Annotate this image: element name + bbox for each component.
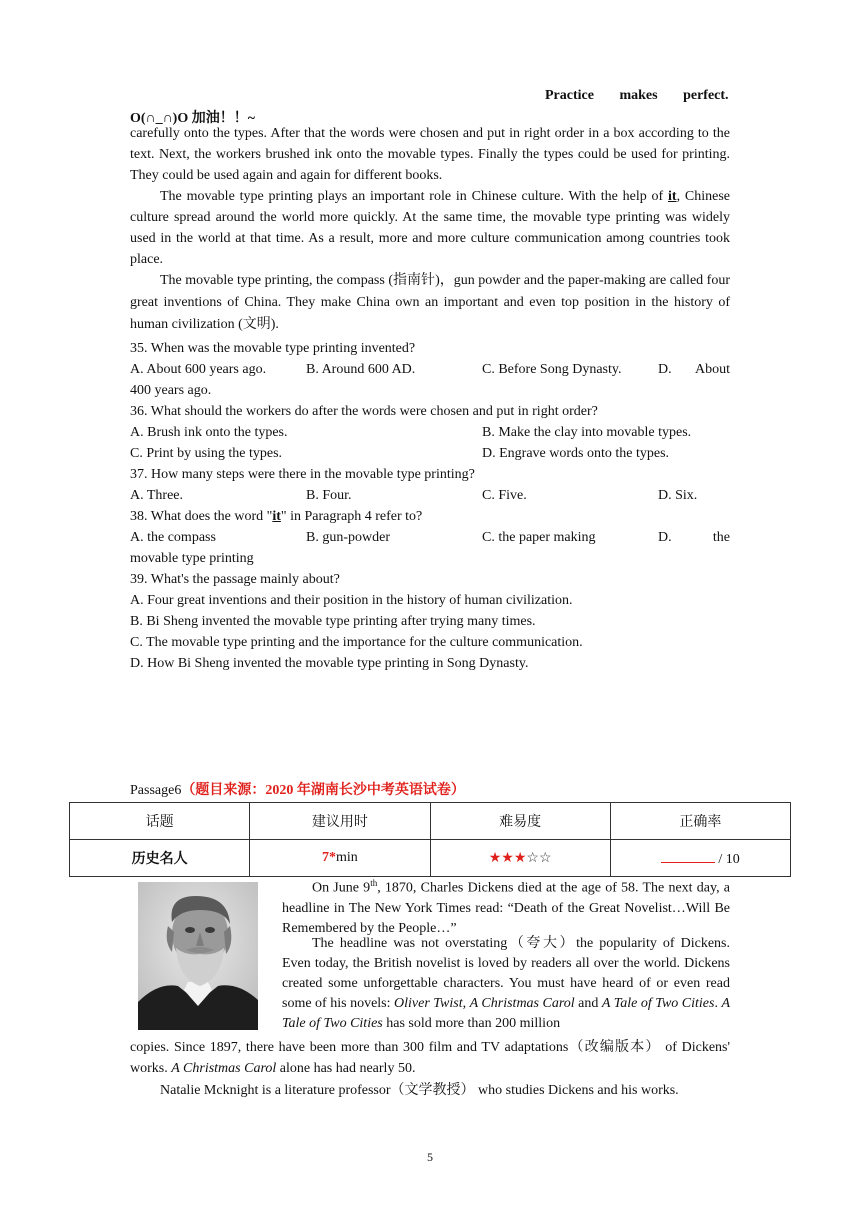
- p6-p2-period: .: [714, 996, 722, 1011]
- novel-tale-of-two-cities-2: A Tale of Two Cities: [282, 996, 731, 1031]
- passage6-paragraph-1: [282, 873, 730, 939]
- q36-option-c: C. Print by using the types.: [130, 446, 283, 461]
- p6-p1-text-b: , 1870, Charles Dickens died at the age of 58. The next day, a headline in The New York Times read: “Death of the Great Novelist…Will Be Remembered by the People…”: [282, 880, 730, 936]
- passage6-source: （题目来源：2020 年湖南长沙中考英语试卷）: [181, 783, 465, 798]
- passage6-paragraph-2-continued: [130, 1037, 730, 1079]
- score-suffix: / 10: [714, 852, 740, 867]
- q35-option-b: B. Around 600 AD.: [306, 362, 416, 377]
- table-header-topic: 话题: [70, 803, 250, 840]
- q37-option-b: B. Four.: [306, 488, 352, 503]
- question-35-options: [130, 359, 730, 380]
- q36-option-d: D. Engrave words onto the types.: [482, 446, 670, 461]
- question-36-options-row2: [130, 443, 730, 464]
- q35-option-d-text: About: [695, 362, 730, 377]
- question-35: 35. When was the movable type printing invented?: [130, 341, 416, 356]
- passage5-paragraph-3: The movable type printing, the compass (指南针)，gun powder and the paper-making are called four great inventions of China. They make China own an important and even top position in the history of human civilization (文明).: [130, 273, 730, 332]
- passage6-info-table: [69, 802, 791, 877]
- stars-filled-icon: ★★★: [488, 850, 527, 866]
- novel-christmas-carol-2: A Christmas Carol: [171, 1061, 277, 1076]
- q35-option-c: C. Before Song Dynasty.: [482, 362, 622, 377]
- dickens-portrait-image: [138, 882, 258, 1030]
- q35-option-d-continued: 400 years ago.: [130, 383, 212, 398]
- table-header-time: 建议用时: [250, 803, 430, 840]
- p6-p2-text-c: has sold more than 200 million: [382, 1016, 561, 1031]
- q37-option-a: A. Three.: [130, 488, 183, 503]
- q37-option-d: D. Six.: [658, 488, 698, 503]
- header-motto-text: Practice makes perfect.: [545, 88, 729, 103]
- p2-it-word: it: [668, 189, 677, 204]
- passage5-paragraph-2: [130, 186, 730, 270]
- table-header-accuracy: 正确率: [610, 803, 790, 840]
- time-unit: min: [335, 850, 358, 865]
- p6-p2-and: and: [574, 996, 602, 1011]
- q36-option-b: B. Make the clay into movable types.: [482, 425, 692, 440]
- q38-option-b: B. gun-powder: [306, 530, 390, 545]
- q38-option-d-text: the: [712, 530, 730, 545]
- q38-option-a: A. the compass: [130, 530, 216, 545]
- p6-p2-text-a: The headline was not overstating（夸大）the popularity of Dickens. Even today, the British novelist is loved by readers all over the world. Dickens created some unforgettable characters. You must have heard of or even read some of his novels:: [282, 936, 730, 1011]
- passage6-paragraph-3: Natalie Mcknight is a literature professor（文学教授） who studies Dickens and his works.: [160, 1083, 679, 1098]
- q39-option-d: D. How Bi Sheng invented the movable type printing in Song Dynasty.: [130, 656, 529, 671]
- passage5-paragraph-1: carefully onto the types. After that the words were chosen and put in right order in a box according to the text. Next, the workers brushed ink onto the movable types. Finally the types could be used for printing. They could be used again and again for different books.: [130, 126, 730, 183]
- q38-text-a: 38. What does the word ": [130, 509, 273, 524]
- stars-empty-icon: ☆☆: [526, 850, 552, 866]
- q39-option-b: B. Bi Sheng invented the movable type printing after trying many times.: [130, 614, 536, 629]
- novel-christmas-carol: A Christmas Carol: [469, 996, 575, 1011]
- question-38: [130, 506, 730, 527]
- q35-option-a: A. About 600 years ago.: [130, 362, 267, 377]
- q38-option-d-continued: movable type printing: [130, 551, 254, 566]
- q35-option-d-letter: D.: [658, 362, 672, 377]
- q38-it-word: it: [272, 509, 281, 524]
- page-number: 5: [427, 1150, 433, 1164]
- score-blank[interactable]: [661, 848, 715, 863]
- question-36: 36. What should the workers do after the words were chosen and put in right order?: [130, 404, 598, 419]
- q38-option-d-letter: D.: [658, 530, 672, 545]
- p6-p2-comma: ,: [462, 996, 470, 1011]
- q39-option-a: A. Four great inventions and their position in the history of human civilization.: [130, 593, 573, 608]
- q37-option-c: C. Five.: [482, 488, 527, 503]
- question-39: 39. What's the passage mainly about?: [130, 572, 340, 587]
- header-motto: [545, 88, 731, 104]
- header-cheer: O(∩_∩)O 加油！！~: [130, 111, 256, 126]
- table-row: [70, 840, 791, 877]
- p6-p3-text-c: alone has had nearly 50.: [276, 1061, 416, 1076]
- q38-option-c: C. the paper making: [482, 530, 596, 545]
- question-37: 37. How many steps were there in the movable type printing?: [130, 467, 475, 482]
- question-36-options-row1: [130, 422, 730, 443]
- q36-option-a: A. Brush ink onto the types.: [130, 425, 288, 440]
- q38-text-b: " in Paragraph 4 refer to?: [280, 509, 423, 524]
- question-38-options: [130, 527, 730, 548]
- table-header-row: [70, 803, 791, 840]
- passage6-title: Passage6: [130, 783, 182, 798]
- novel-oliver-twist: Oliver Twist: [394, 996, 463, 1011]
- p6-p1-superscript: th: [370, 878, 378, 888]
- p2-text-a: The movable type printing plays an important role in Chinese culture. With the help of: [160, 189, 669, 204]
- time-number: 7*: [321, 850, 336, 865]
- table-header-difficulty: 难易度: [430, 803, 610, 840]
- passage6-heading: [130, 779, 465, 799]
- q39-option-c: C. The movable type printing and the importance for the culture communication.: [130, 635, 583, 650]
- table-cell-difficulty: [430, 840, 610, 877]
- table-cell-topic: 历史名人: [70, 840, 250, 877]
- p6-p1-text-a: On June 9: [312, 880, 371, 896]
- table-cell-time: [250, 840, 430, 877]
- novel-tale-of-two-cities: A Tale of Two Cities: [601, 996, 715, 1011]
- table-cell-accuracy: [610, 840, 790, 877]
- p2-text-b: , Chinese culture spread around the world more quickly. At the same time, the movable type printing was widely used in the world at that time. As a result, more and more culture communication among countries took place.: [130, 189, 730, 267]
- p6-p3-text-a: copies. Since 1897, there have been more than 300 film and TV adaptations（改编版本） of Dickens' works.: [130, 1040, 730, 1076]
- passage6-paragraph-2: [282, 934, 730, 1034]
- question-37-options: [130, 485, 730, 506]
